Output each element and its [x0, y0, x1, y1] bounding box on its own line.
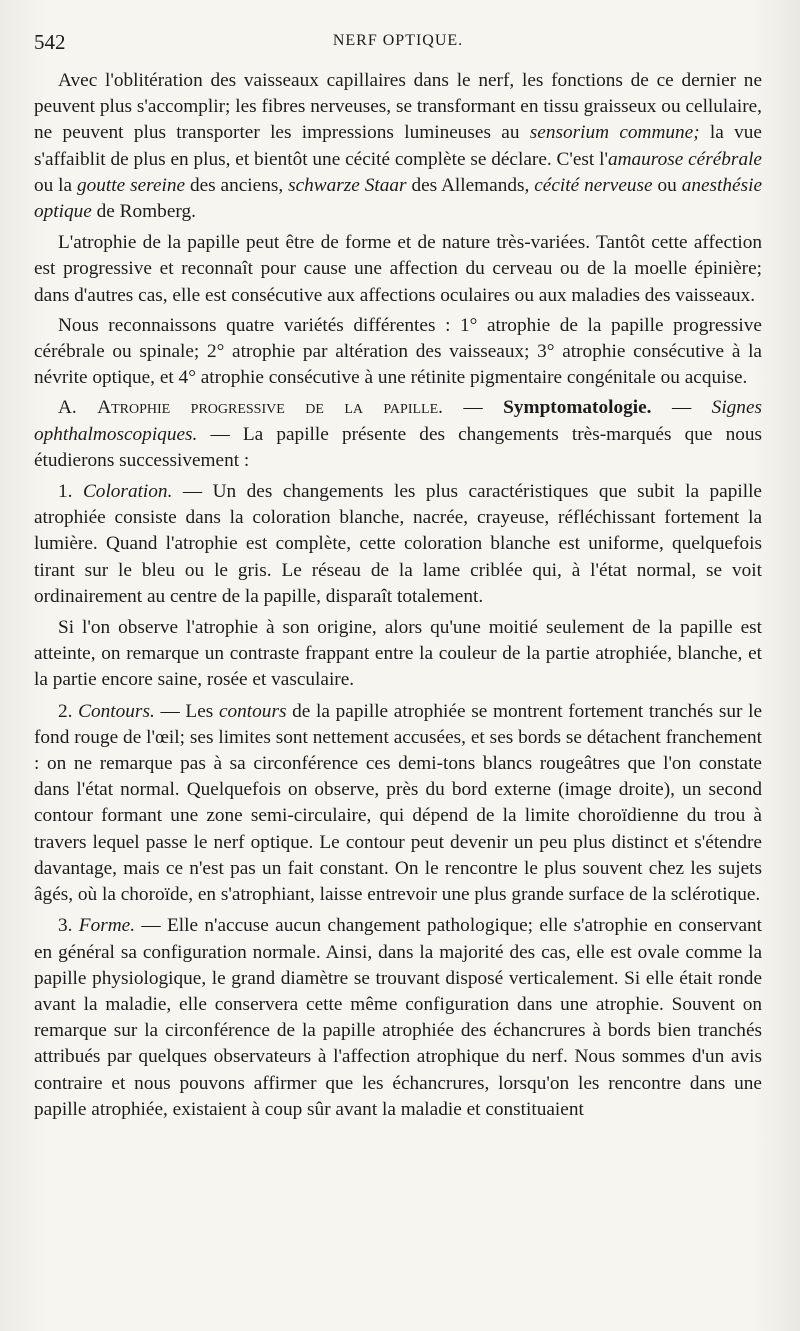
paragraph-observation-origine: Si l'on observe l'atrophie à son origine, alors qu'une moitié seulement de la papille est atteinte, on remarque un contraste frappant entre la couleur de la partie atrophiée, blanche, et la partie encore saine, rosée et vasculaire. — [34, 617, 762, 691]
paragraph-coloration: 1. Coloration. — Un des changements les plus caractéristiques que subit la papille atrophiée consiste dans la coloration blanche, nacrée, crayeuse, réfléchissant fortement la lumière. Quand l'atrophie est complète, cette coloration blanche est uniforme, quelquefois tirant sur le bleu ou le gris. Le réseau de la lame criblée qui, à l'état normal, se voit ordinairement au centre de la papille, disparaît totalement. — [34, 481, 762, 607]
section-heading-atrophie-progressive: A. Atrophie progressive de la papille. — Symptomatologie. — Signes ophthalmoscopiques. — La papille présente des changements très-marqués que nous étudierons successivement : — [34, 397, 763, 471]
paragraph-forme: 3. Forme. — Elle n'accuse aucun changement pathologique; elle s'atrophie en conservant en général sa configuration normale. Ainsi, dans la majorité des cas, elle est ovale comme la papille physiologique, le grand diamètre se trouvant disposé verticalement. Si elle était ronde avant la maladie, elle conservera cette même configuration dans une atrophie. Souvent on remarque sur la circonférence de la papille atrophiée des échancrures à bords bien tranchés attribués par quelques observateurs à l'affection atrophique du nerf. Nous sommes d'un avis contraire et nous pouvons affirmer que les échancrures, lorsqu'on les rencontre dans une papille atrophiée, existaient à coup sûr avant la maladie et constituaient — [34, 915, 763, 1120]
item-title: Contours. — [78, 700, 155, 722]
paragraph-atrophie-papille: L'atrophie de la papille peut être de forme et de nature très-variées. Tantôt cette affection est progressive et reconnaît pour cause une affection du cerveau ou de la moelle épinière; dans d'autres cas, elle est consécutive aux affections oculaires ou aux maladies des vaisseaux. — [34, 232, 762, 306]
italic-term: Signes ophthalmoscopiques. — [34, 397, 763, 445]
page-header — [34, 26, 762, 60]
italic-term: anesthésie optique — [34, 174, 763, 223]
subsection-title: Symptomatologie. — [503, 397, 652, 419]
running-title: NERF OPTIQUE. — [332, 32, 464, 49]
paragraph-oblitération: Avec l'oblitération des vaisseaux capillaires dans le nerf, les fonctions de ce dernier ne peuvent plus s'accomplir; les fibres nerveuses, se transformant en tissu graisseux ou cellulaire, ne peuvent plus transporter les impressions lumineuses au sensorium commune; la vue s'affaiblit de plus en plus, et bientôt une cécité complète se déclare. C'est l'amaurose cérébrale ou la goutte sereine des anciens, schwarze Staar des Allemands, cécité nerveuse ou anesthésie optique de Romberg. — [34, 70, 763, 223]
paragraph-contours: 2. Contours. — Les contours de la papille atrophiée se montrent fortement tranchés sur le fond rouge de l'œil; ses limites sont nettement accusées, et ses bords se détachent franchement : on ne remarque pas à sa circonférence ces demi-tons blancs rougeâtres que l'on constate dans l'état normal. Quelquefois on observe, près du bord externe (image droite), un second contour formant une zone semi-circulaire, qui dépend de la limite choroïdienne du trou à travers lequel passe le nerf optique. Le contour peut devenir un peu plus distinct et s'étendre davantage, mais ce n'est pas un fait constant. On le rencontre le plus souvent chez les sujets âgés, où la choroïde, en s'atrophiant, laisse entrevoir une plus grande surface de la sclérotique. — [34, 700, 763, 906]
paragraph-quatre-variétés: Nous reconnaissons quatre variétés différentes : 1° atrophie de la papille progressive cérébrale ou spinale; 2° atrophie par altération des vaisseaux; 3° atrophie consécutive à la névrite optique, et 4° atrophie consécutive à une rétinite pigmentaire congénitale ou acquise. — [34, 314, 762, 389]
italic-term: schwarze Staar — [288, 174, 407, 196]
italic-term: cécité nerveuse — [534, 174, 653, 196]
italic-term: sensorium commune; — [529, 122, 700, 144]
italic-term: goutte sereine — [77, 174, 186, 196]
section-title: Atrophie progressive de la papille. — [97, 397, 443, 419]
italic-term: amaurose cérébrale — [607, 148, 762, 170]
item-title: Forme. — [78, 915, 136, 937]
italic-term: contours — [218, 700, 287, 722]
item-title: Coloration. — [82, 481, 173, 503]
page-number: 542 — [34, 30, 66, 54]
